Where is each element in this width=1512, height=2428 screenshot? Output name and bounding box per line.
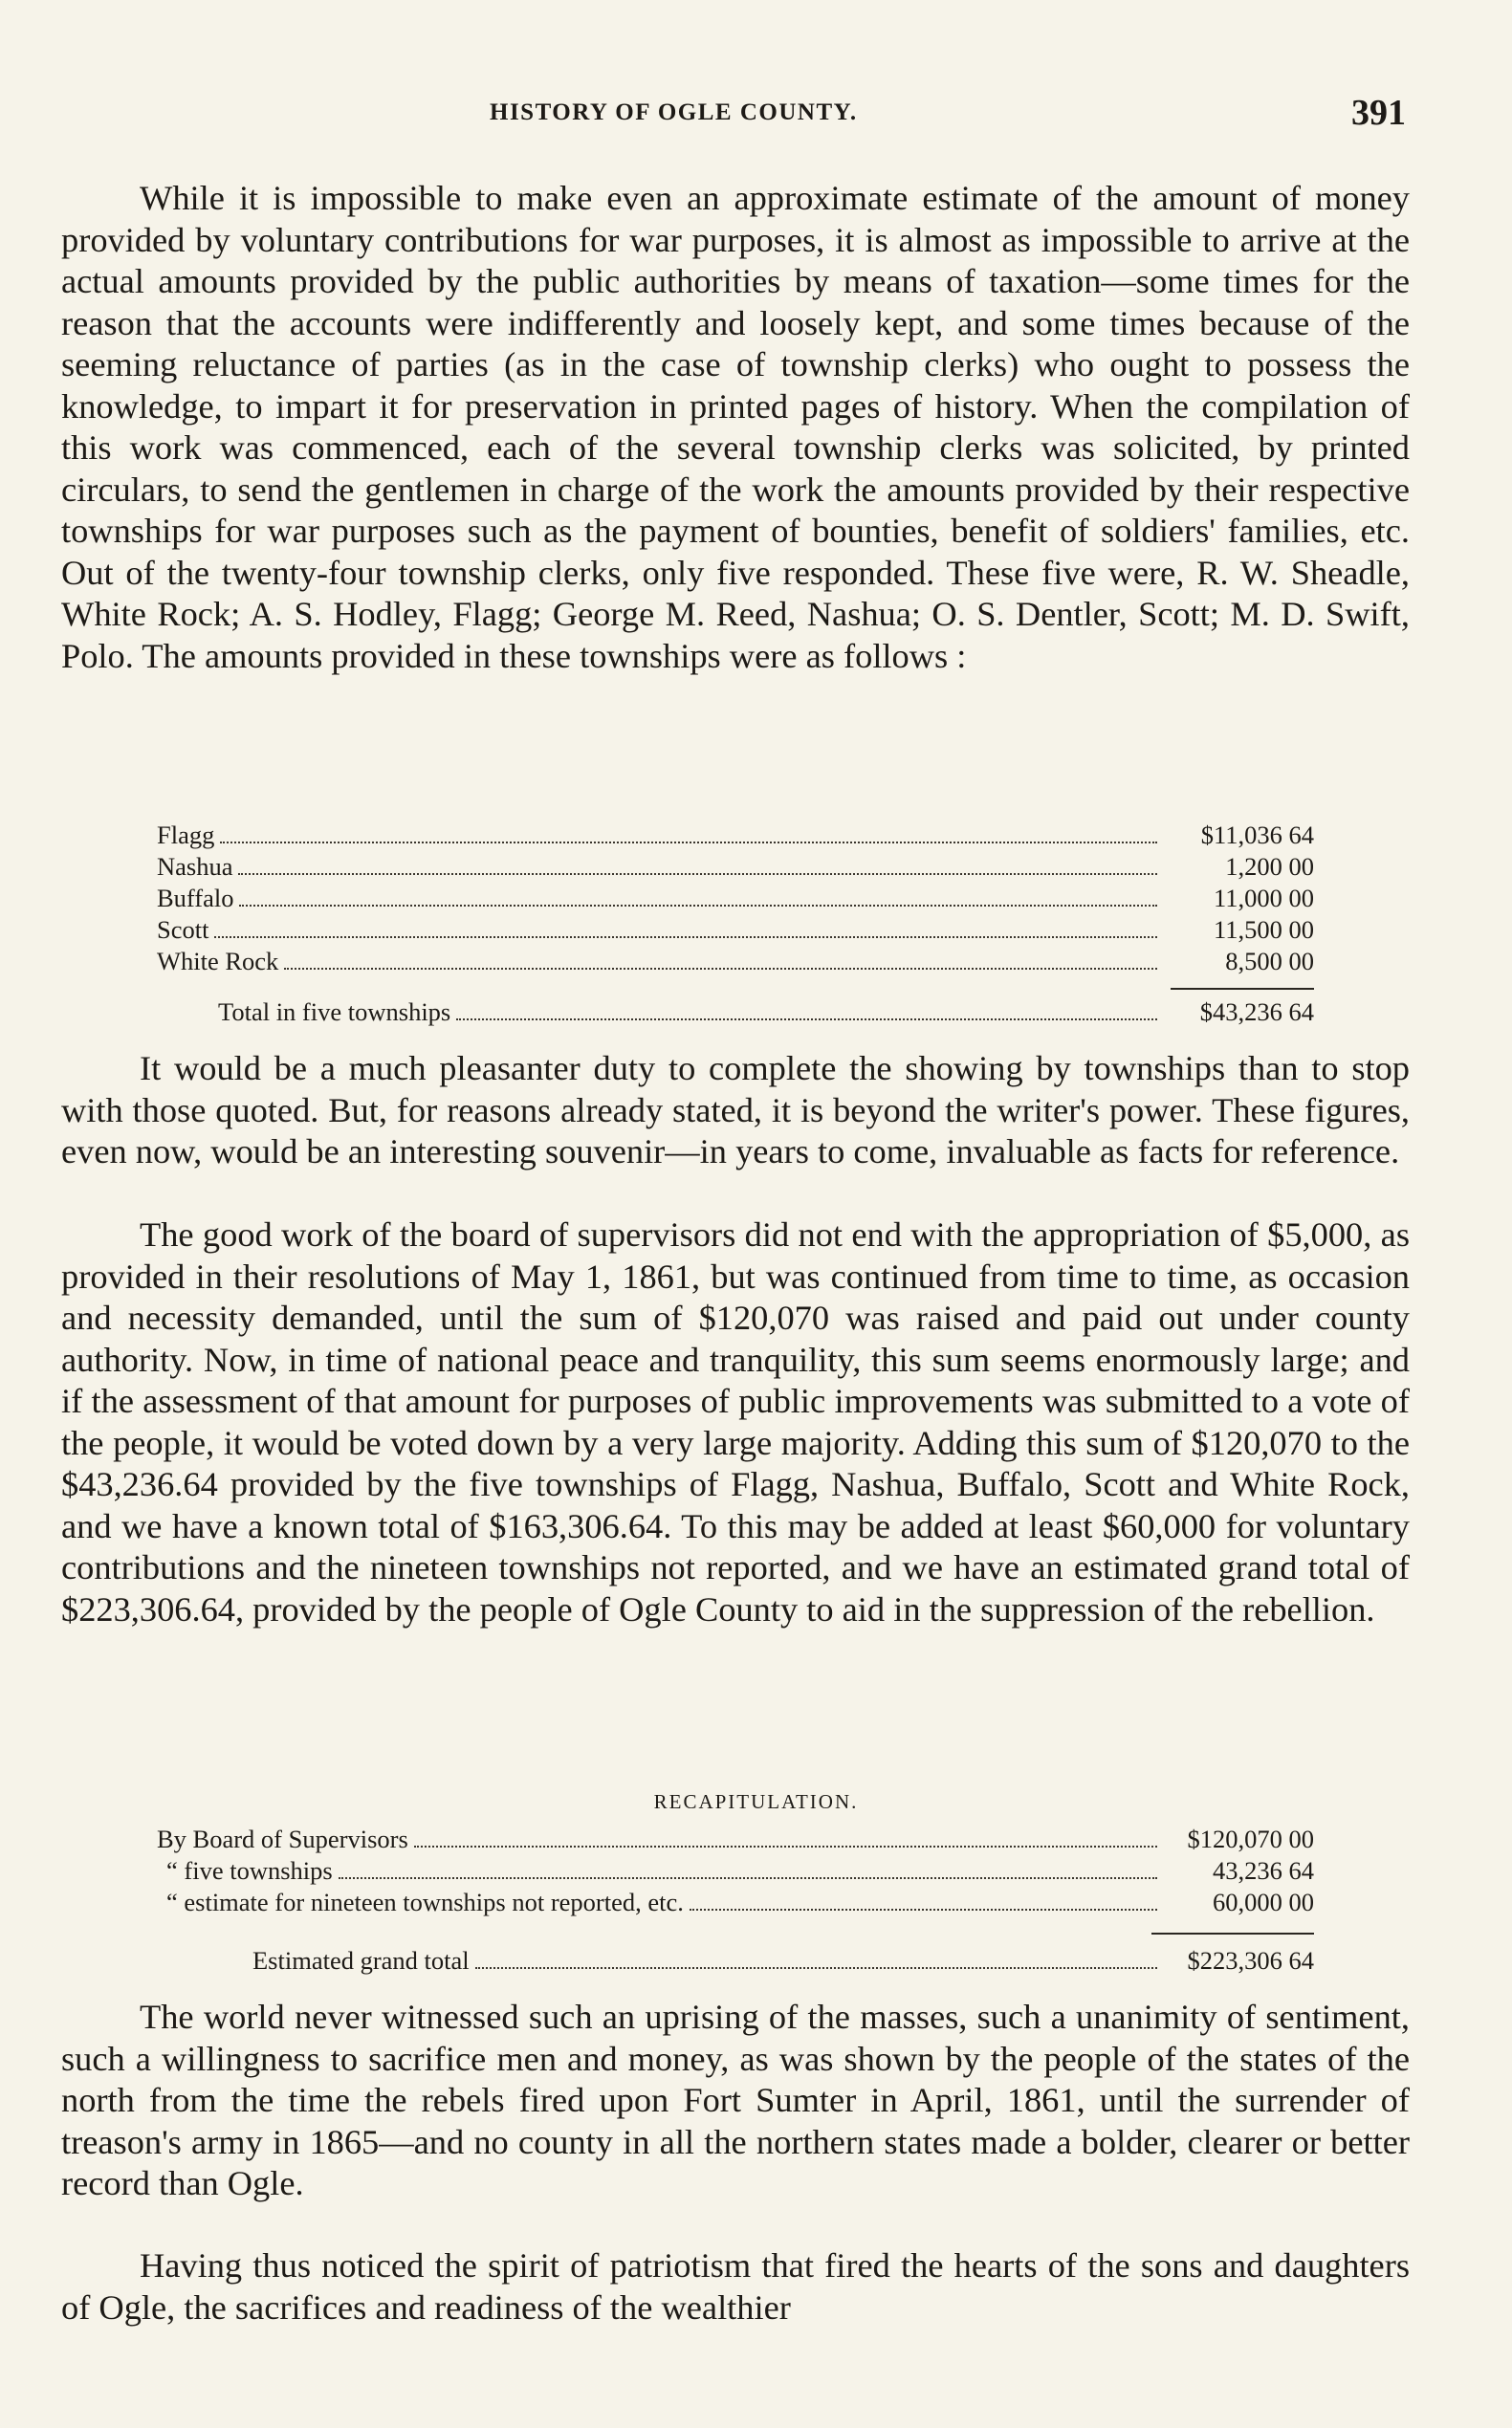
recap-label: “ estimate for nineteen townships not reported, etc. [166, 1888, 684, 1916]
leader-dots [284, 968, 1157, 970]
table-total-row [218, 997, 1314, 1029]
leader-dots [239, 905, 1157, 907]
paragraph-township-estimates: While it is impossible to make even an approximate estimate of the amount of money provided by voluntary contributions for war purposes, it is almost as impossible to arrive at the actual amounts provided by the public authorities by means of taxation—some times for the reason that the accounts were indifferently and loosely kept, and some times because of the seeming reluctance of parties (as in the case of township clerks) who ought to possess the knowledge, to impart it for preservation in printed pages of history. When the compilation of this work was commenced, each of the several township clerks was solicited, by printed circulars, to send the gentlemen in charge of the work the amounts provided by their respective townships for war purposes such as the payment of bounties, benefit of soldiers' families, etc. Out of the twenty-four township clerks, only five responded. These five were, R. W. Sheadle, White Rock; A. S. Hodley, Flagg; George M. Reed, Nashua; O. S. Dentler, Scott; M. D. Swift, Polo. The amounts provided in these townships were as follows : [61, 179, 1410, 675]
paragraph-pleasanter-duty: It would be a much pleasanter duty to complete the showing by townships than to stop with those quoted. But, for reasons already stated, it is beyond the writer's power. These figures, even now, would be an interesting souvenir—in years to come, invaluable as facts for reference. [61, 1049, 1410, 1170]
table-total-row [252, 1946, 1314, 1978]
total-label: Total in five townships [218, 997, 451, 1026]
sum-rule [1171, 988, 1314, 990]
table-row [157, 884, 1314, 915]
township-name: White Rock [157, 947, 279, 975]
recap-amount: 43,236 64 [1213, 1856, 1314, 1885]
page-header [67, 92, 1406, 140]
township-amount: $11,036 64 [1200, 820, 1314, 849]
township-name: Scott [157, 915, 209, 944]
table-row [157, 1825, 1314, 1856]
leader-dots [475, 1967, 1157, 1969]
township-amount: 11,500 00 [1213, 915, 1314, 944]
leader-dots [414, 1846, 1157, 1848]
leader-dots [690, 1909, 1157, 1911]
table-row [157, 915, 1314, 947]
township-name: Flagg [157, 820, 215, 849]
recap-amount: 60,000 00 [1213, 1888, 1314, 1916]
paragraph-uprising-of-masses: The world never witnessed such an uprising of the masses, such a unanimity of sentiment, such a willingness to sacrifice men and money, as was shown by the people of the states of the north from the time the rebels fired upon Fort Sumter in April, 1861, until the surrender of treason's army in 1865—and no county in all the northern states made a bolder, clearer or better record than Ogle. [61, 1998, 1410, 2202]
recapitulation-heading: RECAPITULATION. [653, 1790, 859, 1813]
table-row [157, 820, 1314, 852]
paragraph-board-of-supervisors: The good work of the board of supervisors did not end with the appropriation of $5,000, as provided in their resolutions of May 1, 1861, but was continued from time to time, as occasion and necessity demanded, until the sum of $120,070 was raised and paid out under county authority. Now, in time of national peace and tranquility, this sum seems enormously large; and if the assessment of that amount for purposes of public improvements was submitted to a vote of the people, it would be voted down by a very large majority. Adding this sum of $120,070 to the $43,236.64 provided by the five townships of Flagg, Nashua, Buffalo, Scott and White Rock, and we have a known total of $163,306.64. To this may be added at least $60,000 for voluntary contributions and the nineteen townships not reported, and we have an estimated grand total of $223,306.64, provided by the people of Ogle County to aid in the suppression of the rebellion. [61, 1215, 1410, 1629]
township-amount: 11,000 00 [1213, 884, 1314, 912]
recap-amount: $120,070 00 [1187, 1825, 1314, 1853]
paragraph-spirit-of-patriotism: Having thus noticed the spirit of patriotism that fired the hearts of the sons and daughters of Ogle, the sacrifices and readiness of the wealthier [61, 2246, 1410, 2327]
total-label: Estimated grand total [252, 1946, 470, 1975]
recap-label: By Board of Supervisors [157, 1825, 408, 1853]
township-amount: 8,500 00 [1225, 947, 1314, 975]
township-name: Buffalo [157, 884, 234, 912]
total-amount: $43,236 64 [1199, 997, 1314, 1026]
recap-label: “ five townships [166, 1856, 333, 1885]
township-name: Nashua [157, 852, 233, 881]
running-head: HISTORY OF OGLE COUNTY. [490, 99, 858, 125]
leader-dots [214, 936, 1157, 938]
table-row [166, 1888, 1314, 1919]
leader-dots [220, 842, 1157, 843]
total-amount: $223,306 64 [1187, 1946, 1314, 1975]
table-row [157, 852, 1314, 884]
leader-dots [456, 1018, 1157, 1020]
township-amounts-table [157, 820, 1314, 1029]
table-row [166, 1856, 1314, 1888]
page-number: 391 [1351, 93, 1406, 133]
recapitulation-table [157, 1825, 1314, 1978]
sum-rule [1151, 1933, 1314, 1935]
leader-dots [238, 873, 1157, 875]
township-amount: 1,200 00 [1225, 852, 1314, 881]
leader-dots [339, 1877, 1157, 1879]
table-row [157, 947, 1314, 978]
